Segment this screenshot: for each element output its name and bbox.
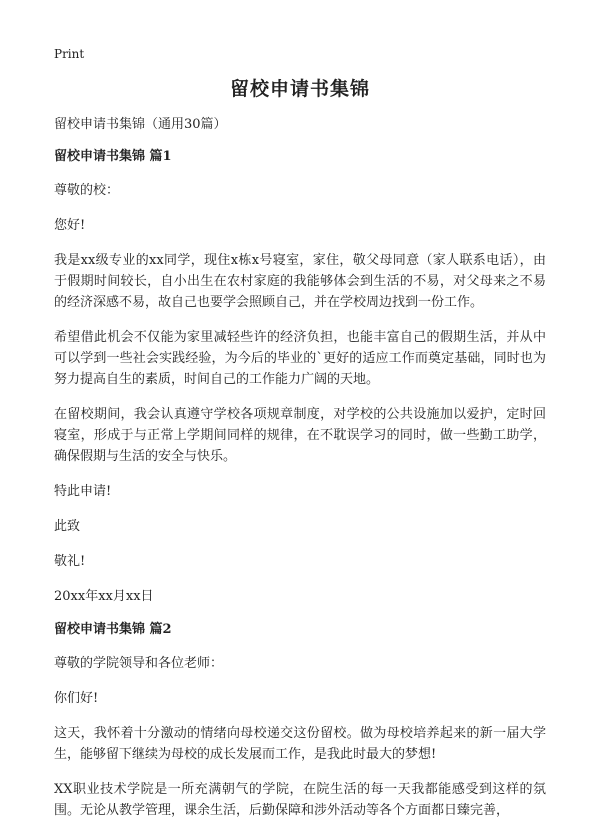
section-heading-2: 留校申请书集锦 篇2: [54, 622, 172, 637]
closing-line: 此致: [54, 519, 81, 534]
document-subtitle: 留校申请书集锦（通用30篇）: [54, 117, 227, 132]
document-title: 留校申请书集锦: [229, 78, 370, 100]
salutation: 尊敬的学院领导和各位老师：: [54, 656, 224, 671]
body-paragraph: 我是xx级专业的xx同学，现住x栋x号寝室，家住，敬父母同意（家人联系电话），由于假期时间较长，自小出生在农村家庭的我能够体会到生活的不易，对父母来之不易的经济深感不易，故自己也要学会照顾自己，并在学校周边找到一份工作。: [54, 253, 546, 310]
section-heading-1: 留校申请书集锦 篇1: [54, 149, 172, 164]
greeting: 您好!: [54, 218, 86, 233]
greeting: 你们好!: [54, 691, 99, 706]
body-paragraph: 希望借此机会不仅能为家里减轻些许的经济负担，也能丰富自己的假期生活，并从中可以学到一些社会实践经验，为今后的毕业的`更好的适应工作而奠定基础，同时也为努力提高自生的素质，时间自己的工作能力广阔的天地。: [54, 330, 546, 387]
body-paragraph: XX职业技术学院是一所充满朝气的学院，在院生活的每一天我都能感受到这样的氛围。无论从教学管理，课余生活，后勤保障和涉外活动等各个方面都日臻完善，: [54, 782, 546, 818]
date-line: 20xx年xx月xx日: [54, 589, 154, 604]
salutation: 尊敬的校：: [54, 183, 120, 198]
closing-line: 敬礼!: [54, 554, 86, 569]
body-paragraph: 在留校期间，我会认真遵守学校各项规章制度，对学校的公共设施加以爱护，定时回寝室，形成于与正常上学期间同样的规律，在不耽误学习的同时，做一些勤工助学，确保假期与生活的安全与快乐。: [54, 407, 546, 464]
closing-line: 特此申请!: [54, 484, 112, 499]
print-label[interactable]: Print: [54, 47, 85, 61]
body-paragraph: 这天，我怀着十分激动的情绪向母校递交这份留校。做为母校培养起来的新一届大学生，能够留下继续为母校的成长发展而工作，是我此时最大的梦想!: [54, 726, 546, 762]
